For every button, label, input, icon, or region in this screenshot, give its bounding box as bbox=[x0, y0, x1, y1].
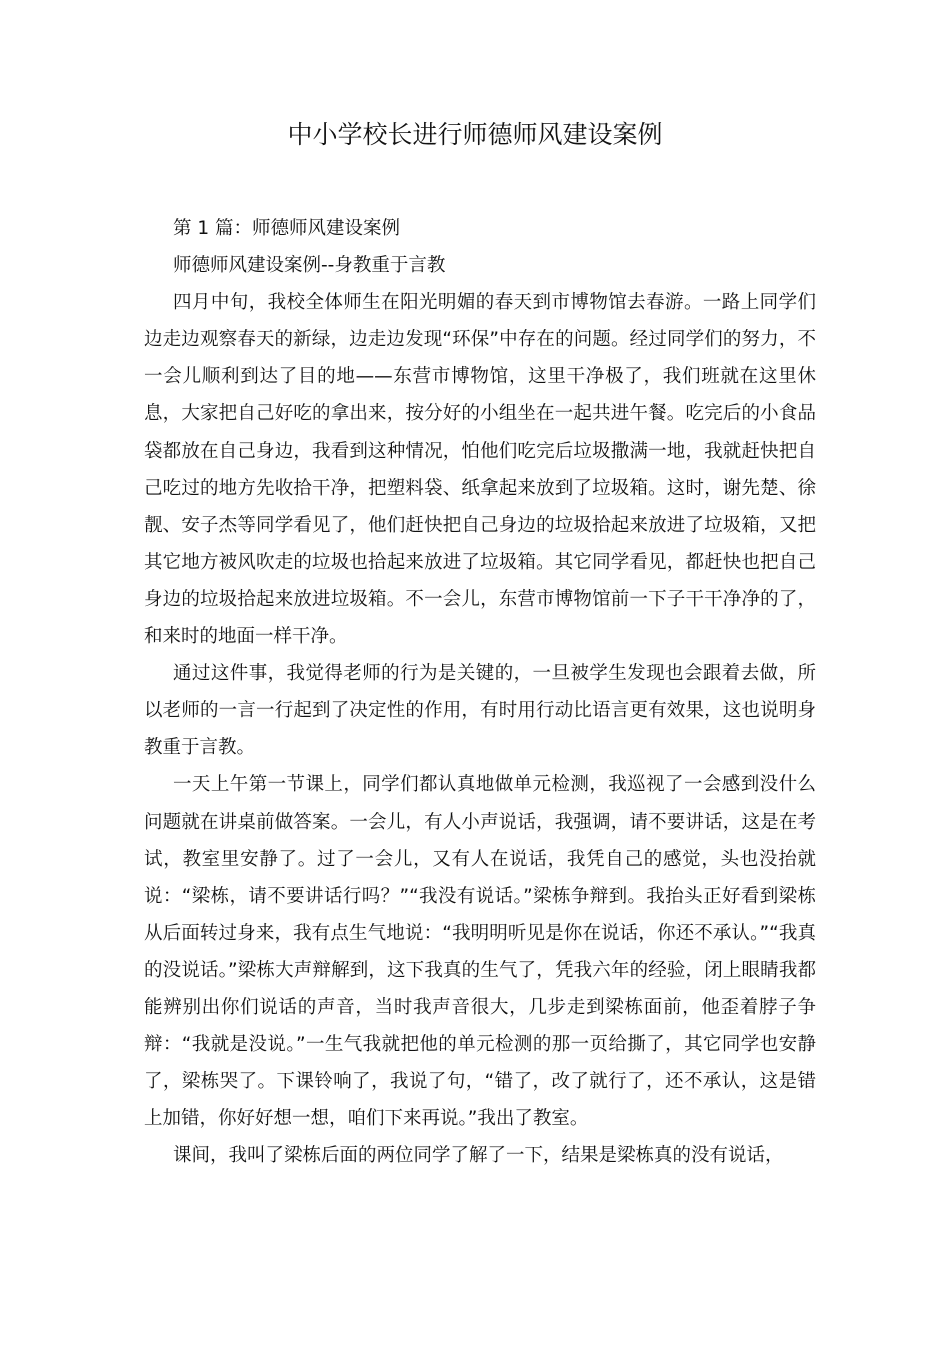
document-body bbox=[144, 210, 816, 1174]
paragraph-2: 通过这件事，我觉得老师的行为是关键的，一旦被学生发现也会跟着去做，所以老师的一言一行起到了决定性的作用，有时用行动比语言更有效果，这也说明身教重于言教。 bbox=[144, 663, 816, 759]
section-heading: 第 1 篇：师德师风建设案例 bbox=[173, 218, 401, 239]
paragraph-3: 一天上午第一节课上，同学们都认真地做单元检测，我巡视了一会感到没什么问题就在讲桌前做答案。一会儿，有人小声说话，我强调，请不要讲话，这是在考试，教室里安静了。过了一会儿，又有人在说话，我凭自己的感觉，头也没抬就说：“梁栋，请不要讲话行吗？”“我没有说话。”梁栋争辩到。我抬头正好看到梁栋从后面转过身来，我有点生气地说：“我明明听见是你在说话，你还不承认。”“我真的没说话。”梁栋大声辩解到，这下我真的生气了，凭我六年的经验，闭上眼睛我都能辨别出你们说话的声音，当时我声音很大，几步走到梁栋面前，他歪着脖子争辩：“我就是没说。”一生气我就把他的单元检测的那一页给撕了，其它同学也安静了，梁栋哭了。下课铃响了，我说了句，“错了，改了就行了，还不承认，这是错上加错，你好好想一想，咱们下来再说。”我出了教室。 bbox=[144, 774, 816, 1130]
paragraph-4: 课间，我叫了梁栋后面的两位同学了解了一下，结果是梁栋真的没有说话， bbox=[173, 1145, 784, 1167]
document-title: 中小学校长进行师德师风建设案例 bbox=[287, 120, 663, 149]
paragraph-1: 四月中旬，我校全体师生在阳光明媚的春天到市博物馆去春游。一路上同学们边走边观察春天的新绿，边走边发现“环保”中存在的问题。经过同学们的努力，不一会儿顺利到达了目的地——东营市博物馆，这里干净极了，我们班就在这里休息，大家把自己好吃的拿出来，按分好的小组坐在一起共进午餐。吃完后的小食品袋都放在自己身边，我看到这种情况，怕他们吃完后垃圾撒满一地，我就赶快把自己吃过的地方先收拾干净，把塑料袋、纸拿起来放到了垃圾箱。这时，谢先楚、徐靓、安子杰等同学看见了，他们赶快把自己身边的垃圾拾起来放进了垃圾箱，又把其它地方被风吹走的垃圾也拾起来放进了垃圾箱。其它同学看见，都赶快也把自己身边的垃圾拾起来放进垃圾箱。不一会儿，东营市博物馆前一下子干干净净的了，和来时的地面一样干净。 bbox=[144, 292, 816, 648]
case-title: 师德师风建设案例--身教重于言教 bbox=[173, 255, 446, 277]
